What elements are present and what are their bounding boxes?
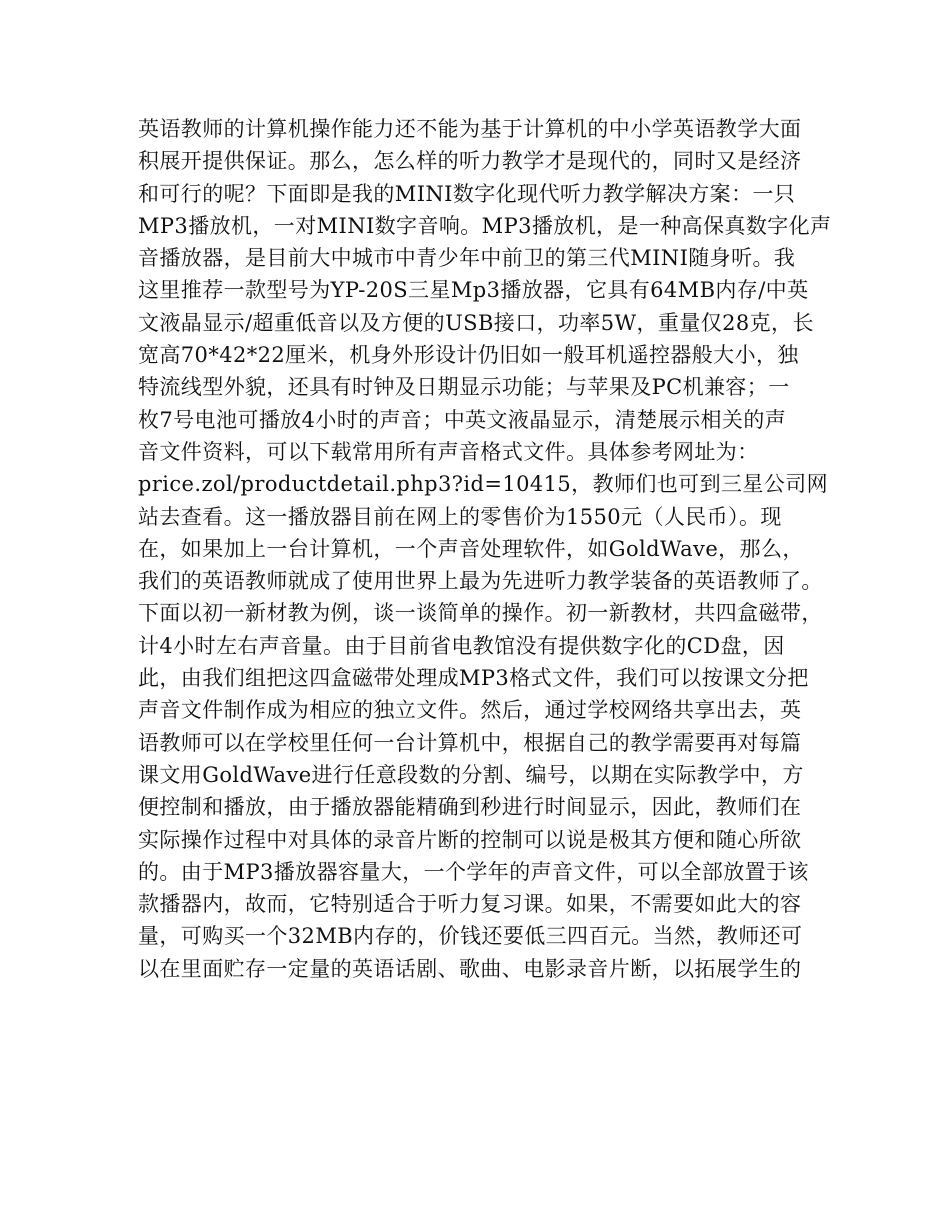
text-line: 音文件资料，可以下载常用所有声音格式文件。具体参考网址为：	[138, 439, 759, 464]
text-line: 便控制和播放，由于播放器能精确到秒进行时间显示，因此，教师们在	[138, 795, 802, 820]
text-line: 音播放器，是目前大中城市中青少年中前卫的第三代MINI随身听。我	[138, 246, 796, 271]
text-line: 此，由我们组把这四盒磁带处理成MP3格式文件，我们可以按课文分把	[138, 666, 809, 691]
text-line: 站去查看。这一播放器目前在网上的零售价为1550元（人民币）。现	[138, 504, 782, 529]
text-line: 和可行的呢？下面即是我的MINI数字化现代听力教学解决方案：一只	[138, 181, 796, 206]
text-line: 款播器内，故而，它特别适合于听力复习课。如果，不需要如此大的容	[138, 892, 802, 917]
text-line: MP3播放机，一对MINI数字音响。MP3播放机，是一种高保真数字化声	[138, 213, 832, 238]
text-line: 英语教师的计算机操作能力还不能为基于计算机的中小学英语教学大面	[138, 117, 802, 141]
text-line: 语教师可以在学校里任何一台计算机中，根据自己的教学需要再对每篇	[138, 730, 802, 755]
text-line: 下面以初一新材教为例，谈一谈简单的操作。初一新教材，共四盒磁带，	[138, 601, 823, 626]
text-line: 在，如果加上一台计算机，一个声音处理软件，如GoldWave，那么，	[138, 536, 804, 561]
text-line: 枚7号电池可播放4小时的声音；中英文液晶显示，清楚展示相关的声	[138, 407, 787, 432]
text-line: 实际操作过程中对具体的录音片断的控制可以说是极其方便和随心所欲	[138, 827, 802, 852]
text-line: 课文用GoldWave进行任意段数的分割、编号，以期在实际教学中，方	[138, 762, 804, 787]
text-line: 积展开提供保证。那么，怎么样的听力教学才是现代的，同时又是经济	[138, 149, 802, 174]
text-line: 声音文件制作成为相应的独立文件。然后，通过学校网络共享出去，英	[138, 698, 802, 723]
text-line: 的。由于MP3播放器容量大，一个学年的声音文件，可以全部放置于该	[138, 859, 809, 884]
body-paragraph	[138, 113, 832, 985]
text-line: 宽高70*42*22厘米，机身外形设计仍旧如一般耳机遥控器般大小，独	[138, 343, 799, 368]
text-line: 我们的英语教师就成了使用世界上最为先进听力教学装备的英语教师了。	[138, 569, 823, 594]
text-line: 这里推荐一款型号为YP-20S三星Mp3播放器，它具有64MB内存/中英	[138, 278, 809, 303]
text-line: 特流线型外貌，还具有时钟及日期显示功能；与苹果及PC机兼容；一	[138, 375, 790, 400]
text-line: 文液晶显示/超重低音以及方便的USB接口，功率5W，重量仅28克，长	[138, 310, 814, 335]
text-line: 计4小时左右声音量。由于目前省电教馆没有提供数字化的CD盘，因	[138, 633, 785, 658]
text-line: 以在里面贮存一定量的英语话剧、歌曲、电影录音片断，以拓展学生的	[138, 956, 802, 981]
text-line: 量，可购买一个32MB内存的，价钱还要低三四百元。当然，教师还可	[138, 924, 803, 949]
text-line: price.zol/productdetail.php3?id=10415，教师们也可到三星公司网	[138, 472, 828, 497]
